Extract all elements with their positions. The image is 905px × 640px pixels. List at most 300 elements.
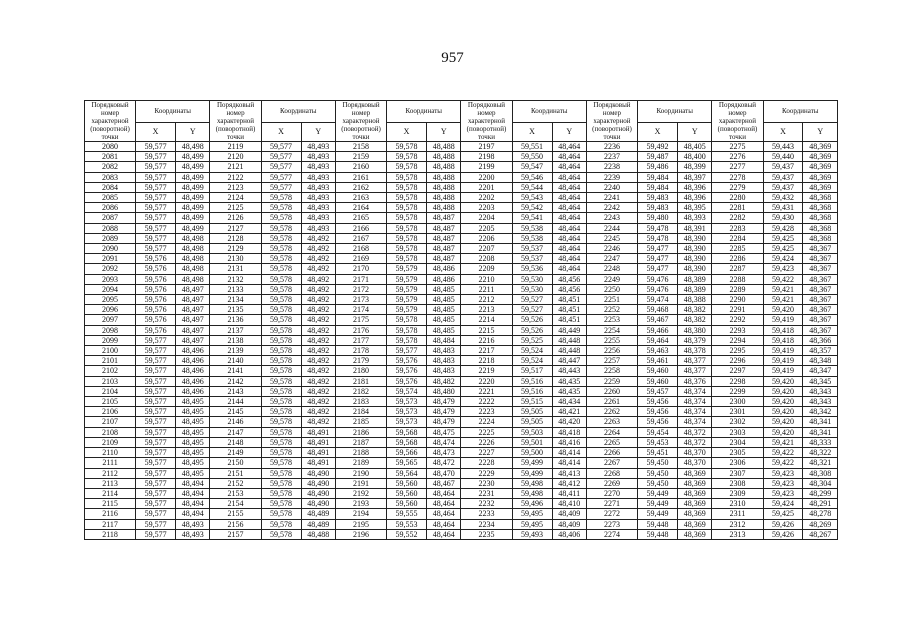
- cell-point-number: 2118: [85, 529, 136, 539]
- cell-x: 59,577: [136, 213, 176, 223]
- cell-point-number: 2254: [586, 325, 637, 335]
- cell-point-number: 2164: [335, 203, 386, 213]
- cell-x: 59,578: [261, 499, 301, 509]
- cell-y: 48,497: [176, 325, 210, 335]
- cell-x: 59,423: [763, 488, 803, 498]
- header-y: Y: [803, 122, 838, 141]
- cell-point-number: 2172: [335, 284, 386, 294]
- cell-x: 59,578: [261, 193, 301, 203]
- cell-x: 59,419: [763, 315, 803, 325]
- cell-y: 48,451: [552, 315, 586, 325]
- cell-point-number: 2111: [85, 458, 136, 468]
- cell-y: 48,493: [301, 203, 335, 213]
- cell-point-number: 2162: [335, 182, 386, 192]
- cell-x: 59,577: [136, 335, 176, 345]
- cell-y: 48,367: [803, 264, 838, 274]
- cell-point-number: 2112: [85, 468, 136, 478]
- cell-x: 59,443: [763, 142, 803, 152]
- table-row: [85, 417, 838, 427]
- cell-x: 59,578: [261, 509, 301, 519]
- cell-x: 59,576: [387, 366, 427, 376]
- cell-point-number: 2279: [712, 182, 763, 192]
- cell-y: 48,498: [176, 254, 210, 264]
- cell-x: 59,419: [763, 366, 803, 376]
- cell-y: 48,388: [677, 295, 711, 305]
- cell-point-number: 2305: [712, 448, 763, 458]
- cell-y: 48,490: [301, 468, 335, 478]
- cell-y: 48,367: [803, 284, 838, 294]
- cell-x: 59,428: [763, 223, 803, 233]
- header-coordinates: Координаты: [638, 101, 712, 123]
- cell-point-number: 2247: [586, 254, 637, 264]
- cell-x: 59,420: [763, 376, 803, 386]
- cell-point-number: 2302: [712, 417, 763, 427]
- table-row: [85, 519, 838, 529]
- cell-x: 59,577: [136, 478, 176, 488]
- cell-y: 48,269: [803, 519, 838, 529]
- cell-point-number: 2081: [85, 152, 136, 162]
- cell-x: 59,477: [638, 254, 678, 264]
- cell-y: 48,488: [301, 529, 335, 539]
- cell-point-number: 2218: [461, 356, 512, 366]
- cell-point-number: 2205: [461, 223, 512, 233]
- cell-point-number: 2095: [85, 295, 136, 305]
- cell-y: 48,488: [427, 203, 461, 213]
- cell-y: 48,409: [552, 509, 586, 519]
- header-x: X: [512, 122, 552, 141]
- cell-y: 48,492: [301, 305, 335, 315]
- cell-y: 48,498: [176, 142, 210, 152]
- cell-point-number: 2203: [461, 203, 512, 213]
- header-y: Y: [552, 122, 586, 141]
- cell-x: 59,517: [512, 366, 552, 376]
- cell-point-number: 2272: [586, 509, 637, 519]
- table-row: [85, 346, 838, 356]
- cell-y: 48,488: [427, 152, 461, 162]
- cell-x: 59,573: [387, 417, 427, 427]
- cell-y: 48,474: [427, 437, 461, 447]
- cell-point-number: 2126: [210, 213, 261, 223]
- cell-y: 48,369: [803, 142, 838, 152]
- cell-point-number: 2204: [461, 213, 512, 223]
- cell-x: 59,486: [638, 162, 678, 172]
- cell-x: 59,524: [512, 346, 552, 356]
- table-row: [85, 274, 838, 284]
- cell-x: 59,451: [638, 448, 678, 458]
- cell-y: 48,497: [176, 335, 210, 345]
- cell-x: 59,453: [638, 437, 678, 447]
- cell-y: 48,499: [176, 203, 210, 213]
- cell-x: 59,456: [638, 397, 678, 407]
- cell-x: 59,578: [387, 213, 427, 223]
- cell-y: 48,492: [301, 386, 335, 396]
- cell-x: 59,560: [387, 488, 427, 498]
- cell-point-number: 2089: [85, 233, 136, 243]
- cell-point-number: 2187: [335, 437, 386, 447]
- cell-x: 59,578: [387, 193, 427, 203]
- cell-y: 48,498: [176, 233, 210, 243]
- header-x: X: [261, 122, 301, 141]
- cell-point-number: 2135: [210, 305, 261, 315]
- cell-point-number: 2123: [210, 182, 261, 192]
- cell-y: 48,497: [176, 295, 210, 305]
- cell-y: 48,493: [301, 172, 335, 182]
- cell-point-number: 2105: [85, 397, 136, 407]
- cell-y: 48,492: [301, 284, 335, 294]
- table-row: [85, 284, 838, 294]
- cell-y: 48,448: [552, 346, 586, 356]
- cell-x: 59,457: [638, 386, 678, 396]
- cell-point-number: 2155: [210, 509, 261, 519]
- header-coordinates: Координаты: [387, 101, 461, 123]
- cell-point-number: 2209: [461, 264, 512, 274]
- cell-y: 48,382: [677, 315, 711, 325]
- cell-point-number: 2228: [461, 458, 512, 468]
- cell-y: 48,499: [176, 162, 210, 172]
- cell-x: 59,424: [763, 254, 803, 264]
- cell-point-number: 2131: [210, 264, 261, 274]
- table-row: [85, 315, 838, 325]
- table-row: [85, 152, 838, 162]
- cell-y: 48,470: [427, 468, 461, 478]
- cell-y: 48,374: [677, 417, 711, 427]
- cell-x: 59,579: [387, 284, 427, 294]
- cell-point-number: 2188: [335, 448, 386, 458]
- cell-y: 48,389: [677, 274, 711, 284]
- cell-x: 59,449: [638, 509, 678, 519]
- cell-y: 48,400: [677, 152, 711, 162]
- cell-x: 59,420: [763, 427, 803, 437]
- cell-x: 59,577: [136, 182, 176, 192]
- table-row: [85, 254, 838, 264]
- cell-point-number: 2291: [712, 305, 763, 315]
- table-row: [85, 386, 838, 396]
- cell-x: 59,526: [512, 315, 552, 325]
- cell-point-number: 2085: [85, 193, 136, 203]
- cell-y: 48,492: [301, 315, 335, 325]
- cell-x: 59,576: [387, 356, 427, 366]
- cell-y: 48,343: [803, 386, 838, 396]
- cell-y: 48,406: [552, 529, 586, 539]
- cell-x: 59,425: [763, 509, 803, 519]
- cell-point-number: 2213: [461, 305, 512, 315]
- cell-y: 48,494: [176, 478, 210, 488]
- cell-y: 48,367: [803, 315, 838, 325]
- cell-point-number: 2145: [210, 407, 261, 417]
- cell-y: 48,369: [803, 162, 838, 172]
- cell-y: 48,475: [427, 427, 461, 437]
- cell-y: 48,487: [427, 233, 461, 243]
- cell-point-number: 2252: [586, 305, 637, 315]
- cell-point-number: 2200: [461, 172, 512, 182]
- cell-y: 48,367: [803, 295, 838, 305]
- cell-y: 48,447: [552, 356, 586, 366]
- cell-y: 48,464: [552, 213, 586, 223]
- cell-point-number: 2220: [461, 376, 512, 386]
- cell-x: 59,493: [512, 529, 552, 539]
- cell-x: 59,578: [261, 346, 301, 356]
- cell-point-number: 2231: [461, 488, 512, 498]
- cell-y: 48,348: [803, 356, 838, 366]
- cell-y: 48,449: [552, 325, 586, 335]
- cell-x: 59,484: [638, 172, 678, 182]
- cell-y: 48,380: [677, 325, 711, 335]
- header-point-number: Порядковый номер характерной (поворотной) точки: [85, 101, 136, 142]
- header-point-number: Порядковый номер характерной (поворотной) точки: [461, 101, 512, 142]
- cell-point-number: 2139: [210, 346, 261, 356]
- cell-y: 48,483: [427, 346, 461, 356]
- cell-y: 48,488: [427, 142, 461, 152]
- cell-x: 59,577: [136, 519, 176, 529]
- cell-point-number: 2192: [335, 488, 386, 498]
- cell-x: 59,578: [261, 295, 301, 305]
- cell-point-number: 2150: [210, 458, 261, 468]
- cell-point-number: 2303: [712, 427, 763, 437]
- cell-x: 59,577: [261, 182, 301, 192]
- cell-y: 48,464: [552, 233, 586, 243]
- cell-y: 48,499: [176, 223, 210, 233]
- cell-point-number: 2180: [335, 366, 386, 376]
- cell-y: 48,497: [176, 305, 210, 315]
- cell-point-number: 2260: [586, 386, 637, 396]
- cell-x: 59,524: [512, 356, 552, 366]
- cell-point-number: 2270: [586, 488, 637, 498]
- cell-x: 59,577: [136, 448, 176, 458]
- cell-y: 48,391: [677, 223, 711, 233]
- cell-y: 48,492: [301, 366, 335, 376]
- cell-y: 48,491: [301, 427, 335, 437]
- cell-y: 48,456: [552, 274, 586, 284]
- cell-y: 48,494: [176, 499, 210, 509]
- cell-x: 59,576: [136, 254, 176, 264]
- cell-point-number: 2082: [85, 162, 136, 172]
- cell-x: 59,503: [512, 427, 552, 437]
- cell-y: 48,390: [677, 264, 711, 274]
- cell-point-number: 2259: [586, 376, 637, 386]
- cell-y: 48,492: [301, 397, 335, 407]
- cell-y: 48,498: [176, 274, 210, 284]
- cell-point-number: 2215: [461, 325, 512, 335]
- header-y: Y: [677, 122, 711, 141]
- cell-point-number: 2110: [85, 448, 136, 458]
- cell-point-number: 2114: [85, 488, 136, 498]
- cell-point-number: 2269: [586, 478, 637, 488]
- table-row: [85, 162, 838, 172]
- cell-point-number: 2283: [712, 223, 763, 233]
- cell-x: 59,579: [387, 305, 427, 315]
- cell-y: 48,367: [803, 305, 838, 315]
- cell-x: 59,576: [136, 264, 176, 274]
- cell-x: 59,578: [261, 223, 301, 233]
- cell-point-number: 2306: [712, 458, 763, 468]
- cell-point-number: 2185: [335, 417, 386, 427]
- cell-y: 48,418: [552, 427, 586, 437]
- cell-y: 48,493: [301, 162, 335, 172]
- cell-x: 59,418: [763, 335, 803, 345]
- cell-point-number: 2300: [712, 397, 763, 407]
- cell-x: 59,577: [136, 376, 176, 386]
- cell-x: 59,500: [512, 448, 552, 458]
- table-body: [85, 142, 838, 540]
- cell-x: 59,498: [512, 478, 552, 488]
- cell-point-number: 2308: [712, 478, 763, 488]
- cell-x: 59,450: [638, 478, 678, 488]
- cell-y: 48,496: [176, 366, 210, 376]
- cell-y: 48,485: [427, 315, 461, 325]
- cell-x: 59,578: [387, 254, 427, 264]
- cell-point-number: 2097: [85, 315, 136, 325]
- header-point-number: Порядковый номер характерной (поворотной) точки: [586, 101, 637, 142]
- cell-y: 48,367: [803, 244, 838, 254]
- cell-point-number: 2245: [586, 233, 637, 243]
- cell-point-number: 2161: [335, 172, 386, 182]
- cell-point-number: 2098: [85, 325, 136, 335]
- cell-point-number: 2090: [85, 244, 136, 254]
- cell-point-number: 2299: [712, 386, 763, 396]
- cell-y: 48,443: [552, 366, 586, 376]
- cell-x: 59,578: [261, 458, 301, 468]
- cell-x: 59,574: [387, 386, 427, 396]
- cell-y: 48,486: [427, 274, 461, 284]
- cell-point-number: 2115: [85, 499, 136, 509]
- cell-x: 59,426: [763, 519, 803, 529]
- cell-y: 48,495: [176, 407, 210, 417]
- cell-x: 59,578: [261, 448, 301, 458]
- cell-y: 48,487: [427, 213, 461, 223]
- cell-y: 48,411: [552, 488, 586, 498]
- table-row: [85, 325, 838, 335]
- cell-x: 59,420: [763, 305, 803, 315]
- cell-point-number: 2277: [712, 162, 763, 172]
- cell-y: 48,368: [803, 213, 838, 223]
- cell-point-number: 2171: [335, 274, 386, 284]
- cell-x: 59,543: [512, 193, 552, 203]
- cell-y: 48,494: [176, 509, 210, 519]
- cell-y: 48,496: [176, 386, 210, 396]
- cell-x: 59,577: [136, 203, 176, 213]
- cell-y: 48,367: [803, 274, 838, 284]
- cell-y: 48,487: [427, 223, 461, 233]
- cell-point-number: 2170: [335, 264, 386, 274]
- cell-point-number: 2156: [210, 519, 261, 529]
- cell-x: 59,483: [638, 193, 678, 203]
- cell-y: 48,369: [677, 488, 711, 498]
- cell-y: 48,374: [677, 407, 711, 417]
- cell-y: 48,414: [552, 448, 586, 458]
- cell-point-number: 2301: [712, 407, 763, 417]
- cell-point-number: 2178: [335, 346, 386, 356]
- cell-x: 59,430: [763, 213, 803, 223]
- cell-point-number: 2287: [712, 264, 763, 274]
- cell-point-number: 2253: [586, 315, 637, 325]
- table-row: [85, 203, 838, 213]
- cell-y: 48,390: [677, 254, 711, 264]
- cell-x: 59,577: [136, 417, 176, 427]
- cell-x: 59,576: [136, 305, 176, 315]
- cell-point-number: 2282: [712, 213, 763, 223]
- cell-x: 59,541: [512, 213, 552, 223]
- cell-x: 59,426: [763, 529, 803, 539]
- cell-point-number: 2092: [85, 264, 136, 274]
- cell-point-number: 2240: [586, 182, 637, 192]
- header-point-number: Порядковый номер характерной (поворотной) точки: [335, 101, 386, 142]
- cell-y: 48,493: [301, 223, 335, 233]
- cell-x: 59,437: [763, 162, 803, 172]
- cell-y: 48,464: [427, 529, 461, 539]
- cell-point-number: 2266: [586, 448, 637, 458]
- cell-y: 48,493: [176, 519, 210, 529]
- cell-y: 48,472: [427, 458, 461, 468]
- cell-point-number: 2297: [712, 366, 763, 376]
- cell-point-number: 2096: [85, 305, 136, 315]
- cell-point-number: 2255: [586, 335, 637, 345]
- cell-point-number: 2202: [461, 193, 512, 203]
- cell-point-number: 2182: [335, 386, 386, 396]
- cell-x: 59,578: [261, 244, 301, 254]
- cell-y: 48,382: [677, 305, 711, 315]
- cell-point-number: 2184: [335, 407, 386, 417]
- cell-y: 48,421: [552, 407, 586, 417]
- cell-x: 59,437: [763, 182, 803, 192]
- cell-point-number: 2102: [85, 366, 136, 376]
- cell-point-number: 2206: [461, 233, 512, 243]
- cell-y: 48,490: [301, 478, 335, 488]
- cell-x: 59,576: [136, 284, 176, 294]
- cell-x: 59,578: [261, 529, 301, 539]
- cell-y: 48,492: [301, 417, 335, 427]
- cell-point-number: 2140: [210, 356, 261, 366]
- cell-x: 59,537: [512, 244, 552, 254]
- table-row: [85, 499, 838, 509]
- cell-y: 48,345: [803, 376, 838, 386]
- cell-point-number: 2296: [712, 356, 763, 366]
- cell-y: 48,488: [427, 182, 461, 192]
- cell-x: 59,577: [136, 193, 176, 203]
- cell-point-number: 2183: [335, 397, 386, 407]
- cell-x: 59,553: [387, 519, 427, 529]
- cell-y: 48,395: [677, 203, 711, 213]
- header-x: X: [763, 122, 803, 141]
- cell-point-number: 2267: [586, 458, 637, 468]
- cell-y: 48,456: [552, 284, 586, 294]
- cell-y: 48,499: [176, 193, 210, 203]
- cell-point-number: 2186: [335, 427, 386, 437]
- cell-y: 48,464: [552, 254, 586, 264]
- cell-y: 48,483: [427, 366, 461, 376]
- cell-point-number: 2148: [210, 437, 261, 447]
- cell-y: 48,485: [427, 305, 461, 315]
- cell-point-number: 2159: [335, 152, 386, 162]
- cell-x: 59,420: [763, 407, 803, 417]
- cell-point-number: 2130: [210, 254, 261, 264]
- cell-y: 48,492: [301, 264, 335, 274]
- cell-y: 48,499: [176, 172, 210, 182]
- cell-x: 59,423: [763, 264, 803, 274]
- cell-point-number: 2197: [461, 142, 512, 152]
- cell-point-number: 2262: [586, 407, 637, 417]
- cell-point-number: 2294: [712, 335, 763, 345]
- cell-x: 59,422: [763, 458, 803, 468]
- cell-point-number: 2163: [335, 193, 386, 203]
- cell-x: 59,578: [261, 437, 301, 447]
- cell-point-number: 2119: [210, 142, 261, 152]
- cell-x: 59,577: [136, 397, 176, 407]
- cell-x: 59,448: [638, 529, 678, 539]
- table-row: [85, 397, 838, 407]
- cell-y: 48,493: [301, 152, 335, 162]
- cell-point-number: 2250: [586, 284, 637, 294]
- cell-point-number: 2295: [712, 346, 763, 356]
